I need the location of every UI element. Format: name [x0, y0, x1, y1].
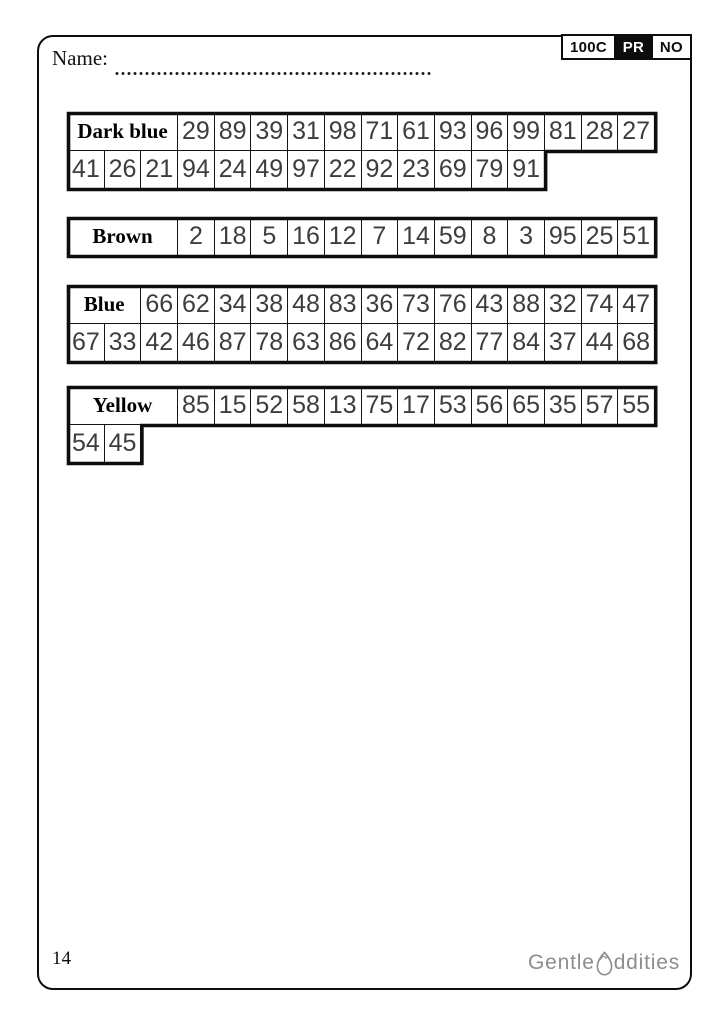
number-cell: 74	[582, 286, 619, 324]
number-cell: 33	[105, 324, 142, 362]
color-strip-blue	[68, 286, 655, 362]
number-cell: 47	[618, 286, 655, 324]
number-cell: 99	[508, 113, 545, 151]
page-number: 14	[52, 948, 71, 969]
number-cell: 92	[362, 151, 399, 189]
number-cell: 68	[618, 324, 655, 362]
strip-row	[68, 387, 655, 425]
number-cell: 23	[398, 151, 435, 189]
number-cell: 12	[325, 218, 362, 256]
number-cell: 96	[472, 113, 509, 151]
number-cell: 93	[435, 113, 472, 151]
number-cell: 53	[435, 387, 472, 425]
number-cell: 29	[178, 113, 215, 151]
number-cell: 69	[435, 151, 472, 189]
number-cell: 46	[178, 324, 215, 362]
number-cell: 94	[178, 151, 215, 189]
number-cell: 89	[215, 113, 252, 151]
number-cell: 27	[618, 113, 655, 151]
number-cell: 32	[545, 286, 582, 324]
number-cell: 38	[251, 286, 288, 324]
number-cell: 39	[251, 113, 288, 151]
number-cell: 85	[178, 387, 215, 425]
number-cell: 13	[325, 387, 362, 425]
number-cell: 81	[545, 113, 582, 151]
number-cell: 79	[472, 151, 509, 189]
number-cell: 14	[398, 218, 435, 256]
number-cell: 95	[545, 218, 582, 256]
number-cell: 64	[362, 324, 399, 362]
number-cell: 48	[288, 286, 325, 324]
brand-text-prefix: Gentle	[528, 950, 595, 974]
number-cell: 35	[545, 387, 582, 425]
number-cell: 65	[508, 387, 545, 425]
number-cell: 24	[215, 151, 252, 189]
number-cell: 72	[398, 324, 435, 362]
number-cell: 98	[325, 113, 362, 151]
badge-no: NO	[651, 34, 692, 60]
strip-label: Yellow	[68, 387, 178, 425]
number-cell: 84	[508, 324, 545, 362]
number-cell: 44	[582, 324, 619, 362]
strip-label: Dark blue	[68, 113, 178, 151]
number-cell: 75	[362, 387, 399, 425]
number-cell: 54	[68, 425, 105, 463]
number-cell: 71	[362, 113, 399, 151]
number-cell: 52	[251, 387, 288, 425]
number-cell: 88	[508, 286, 545, 324]
number-cell: 91	[508, 151, 545, 189]
brand-logo	[528, 950, 680, 975]
corner-badges	[563, 34, 692, 60]
strip-row	[68, 286, 655, 324]
number-cell: 83	[325, 286, 362, 324]
strip-label: Brown	[68, 218, 178, 256]
number-cell: 36	[362, 286, 399, 324]
number-cell: 26	[105, 151, 142, 189]
egg-icon	[596, 951, 613, 976]
number-cell: 57	[582, 387, 619, 425]
number-cell: 77	[472, 324, 509, 362]
number-cell: 59	[435, 218, 472, 256]
number-cell: 42	[141, 324, 178, 362]
number-cell: 87	[215, 324, 252, 362]
number-cell: 17	[398, 387, 435, 425]
number-cell: 34	[215, 286, 252, 324]
number-cell: 62	[178, 286, 215, 324]
number-cell: 43	[472, 286, 509, 324]
strip-row	[68, 113, 655, 151]
number-cell: 49	[251, 151, 288, 189]
number-cell: 73	[398, 286, 435, 324]
number-cell: 41	[68, 151, 105, 189]
number-cell: 78	[251, 324, 288, 362]
number-cell: 8	[472, 218, 509, 256]
number-cell: 56	[472, 387, 509, 425]
strip-row	[68, 151, 655, 189]
number-cell: 22	[325, 151, 362, 189]
strip-row	[68, 218, 655, 256]
color-strip-dark-blue	[68, 113, 655, 189]
number-cell: 25	[582, 218, 619, 256]
number-cell: 76	[435, 286, 472, 324]
number-cell: 31	[288, 113, 325, 151]
number-cell: 3	[508, 218, 545, 256]
name-fill-line	[114, 71, 432, 76]
number-cell: 2	[178, 218, 215, 256]
number-cell: 51	[618, 218, 655, 256]
number-cell: 97	[288, 151, 325, 189]
number-cell: 55	[618, 387, 655, 425]
color-strip-yellow	[68, 387, 655, 463]
number-cell: 18	[215, 218, 252, 256]
number-cell: 15	[215, 387, 252, 425]
number-cell: 86	[325, 324, 362, 362]
number-cell: 66	[141, 286, 178, 324]
number-cell: 58	[288, 387, 325, 425]
strip-row	[68, 324, 655, 362]
number-cell: 16	[288, 218, 325, 256]
number-cell: 5	[251, 218, 288, 256]
number-cell: 28	[582, 113, 619, 151]
number-cell: 21	[141, 151, 178, 189]
number-cell: 37	[545, 324, 582, 362]
color-strip-brown	[68, 218, 655, 256]
strip-label: Blue	[68, 286, 141, 324]
number-cell: 67	[68, 324, 105, 362]
number-cell: 61	[398, 113, 435, 151]
number-cell: 45	[105, 425, 142, 463]
number-cell: 82	[435, 324, 472, 362]
number-cell: 63	[288, 324, 325, 362]
badge-pr: PR	[614, 34, 653, 60]
strip-row	[68, 425, 655, 463]
name-label: Name:	[52, 46, 108, 70]
number-cell: 7	[362, 218, 399, 256]
badge-100c: 100C	[561, 34, 616, 60]
brand-text-suffix: ddities	[613, 950, 680, 974]
